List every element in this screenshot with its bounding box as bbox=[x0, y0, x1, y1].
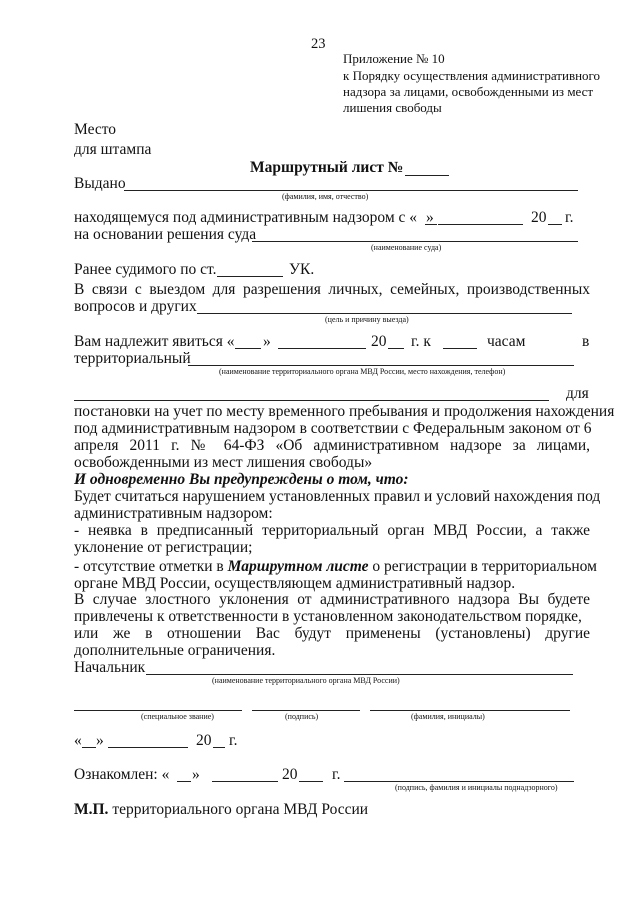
court-text: на основании решения суда bbox=[74, 226, 257, 243]
acquainted-day-line bbox=[177, 781, 191, 782]
appendix-line-1: Приложение № 10 bbox=[343, 51, 445, 66]
violation-line-1: Будет считаться нарушением установленных правил и условий нахождения под bbox=[74, 488, 601, 505]
departure-purpose-line bbox=[197, 313, 572, 314]
acquainted-sign-line bbox=[344, 781, 574, 782]
convicted-article-line bbox=[217, 276, 283, 277]
fio-caption: (фамилия, имя, отчество) bbox=[282, 192, 369, 201]
appear-day-line bbox=[235, 348, 261, 349]
sign-line bbox=[252, 710, 360, 711]
registration-line-3: апреля 2011 г. № 64-ФЗ «Об административном надзоре за лицами, bbox=[74, 437, 590, 454]
appendix-line-3: надзора за лицами, освобожденными из мест bbox=[343, 84, 594, 99]
appear-year: 20 bbox=[371, 333, 387, 350]
chief-caption: (наименование территориального органа МВД России) bbox=[212, 676, 400, 685]
evasion-line-1: В случае злостного уклонения от административного надзора Вы будете bbox=[74, 591, 590, 608]
item2-line-1 bbox=[74, 559, 597, 575]
registration-line-4: освобожденными из мест лишения свободы» bbox=[74, 454, 373, 471]
mp-text: территориального органа МВД России bbox=[108, 801, 369, 818]
appear-hours: часам bbox=[487, 333, 526, 350]
appear-month-line bbox=[278, 348, 366, 349]
item2-prefix: - отсутствие отметки в bbox=[74, 558, 228, 575]
acquainted-close-quote: » bbox=[192, 766, 200, 783]
supervision-year-prefix: 20 bbox=[531, 209, 547, 226]
date-g: г. bbox=[229, 732, 238, 749]
appendix-line-2: к Порядку осуществления административного bbox=[343, 68, 601, 83]
evasion-line-4: дополнительные ограничения. bbox=[74, 642, 276, 659]
date-day-line bbox=[82, 747, 96, 748]
supervision-year-line bbox=[548, 224, 562, 225]
appear-territorial: территориальный bbox=[74, 350, 191, 367]
court-caption: (наименование суда) bbox=[371, 243, 442, 252]
supervision-close-quote: » bbox=[426, 209, 434, 226]
mp-label: М.П. bbox=[74, 801, 109, 818]
date-close-quote: » bbox=[96, 732, 104, 749]
appear-territorial-caption: (наименование территориального органа МВД России, место нахождения, телефон) bbox=[219, 367, 506, 376]
sign-caption: (подпись) bbox=[285, 712, 319, 721]
evasion-line-3: или же в отношении Вас будут применены (установлены) другие bbox=[74, 625, 590, 642]
acquainted-year: 20 bbox=[282, 766, 298, 783]
rank-line bbox=[74, 710, 242, 711]
departure-line-2: вопросов и других bbox=[74, 298, 197, 315]
name-caption: (фамилия, инициалы) bbox=[411, 712, 485, 721]
registration-line-1: постановки на учет по месту временного пребывания и продолжения нахождения bbox=[74, 403, 615, 420]
acquainted-year-line bbox=[299, 781, 323, 782]
chief-line bbox=[146, 674, 573, 675]
convicted-suffix: УК. bbox=[289, 261, 315, 278]
evasion-line-2: привлечены к ответственности в установленном законодательством порядке, bbox=[74, 608, 582, 625]
rank-caption: (специальное звание) bbox=[141, 712, 214, 721]
appear-continuation-line bbox=[74, 400, 549, 401]
supervision-text: находящемуся под административным надзором с « bbox=[74, 209, 418, 226]
date-month-line bbox=[108, 747, 188, 748]
convicted-text: Ранее судимого по ст. bbox=[74, 261, 217, 278]
acquainted-caption: (подпись, фамилия и инициалы поднадзорного) bbox=[395, 783, 558, 792]
appear-hour-line bbox=[443, 348, 477, 349]
registration-line-2: под административным надзором в соответствии с Федеральным законом от 6 bbox=[74, 420, 592, 437]
page-number: 23 bbox=[311, 36, 326, 52]
date-year: 20 bbox=[196, 732, 212, 749]
date-open-quote: « bbox=[74, 732, 82, 749]
chief-label: Начальник bbox=[74, 659, 146, 676]
warning-title: И одновременно Вы предупреждены о том, что: bbox=[74, 471, 409, 488]
item1-line-2: уклонение от регистрации; bbox=[74, 539, 253, 556]
appendix-line-4: лишения свободы bbox=[343, 100, 442, 115]
item2-emph: Маршрутном листе bbox=[227, 558, 369, 575]
violation-line-2: административным надзором: bbox=[74, 505, 273, 522]
appear-territorial-line bbox=[188, 365, 574, 366]
acquainted-g: г. bbox=[332, 766, 341, 783]
appear-g-k: г. к bbox=[411, 333, 431, 350]
appear-close-quote: » bbox=[263, 333, 271, 350]
stamp-place-line-1: Место bbox=[74, 121, 117, 138]
route-sheet-number-line bbox=[405, 175, 449, 176]
supervision-year-suffix: г. bbox=[565, 209, 574, 226]
appear-v: в bbox=[582, 333, 590, 350]
appear-text: Вам надлежит явиться « bbox=[74, 333, 235, 350]
date-year-line bbox=[213, 747, 225, 748]
acquainted-label: Ознакомлен: « bbox=[74, 766, 170, 783]
issued-label: Выдано bbox=[74, 175, 126, 192]
departure-line-1: В связи с выездом для разрешения личных, семейных, производственных bbox=[74, 281, 590, 298]
item1-line-1: - неявка в предписанный территориальный орган МВД России, а также bbox=[74, 522, 590, 539]
name-line bbox=[370, 710, 570, 711]
supervision-month-line bbox=[438, 224, 523, 225]
stamp-mp bbox=[74, 802, 368, 818]
court-line bbox=[252, 241, 578, 242]
item2-suffix: о регистрации в территориальном bbox=[368, 558, 597, 575]
appear-dlya: для bbox=[566, 385, 589, 402]
acquainted-month-line bbox=[212, 781, 278, 782]
route-sheet-title: Маршрутный лист № bbox=[250, 159, 404, 176]
stamp-place-line-2: для штампа bbox=[74, 141, 152, 158]
departure-caption: (цель и причину выезда) bbox=[325, 315, 409, 324]
appear-year-line bbox=[388, 348, 404, 349]
item2-line-2: органе МВД России, осуществляющем административный надзор. bbox=[74, 575, 516, 592]
issued-name-line bbox=[124, 190, 578, 191]
